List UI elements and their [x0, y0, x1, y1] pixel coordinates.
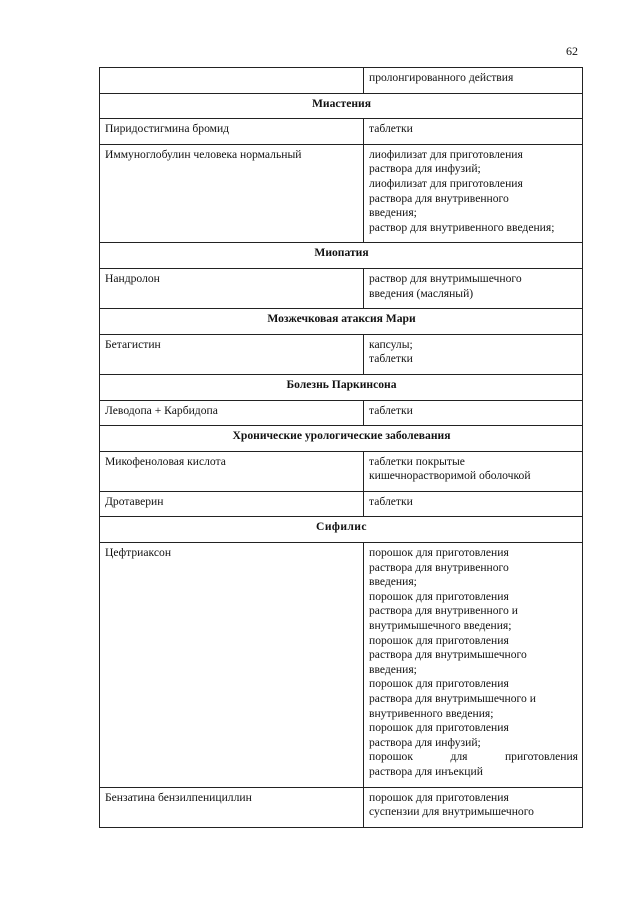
table-row	[100, 144, 583, 243]
table-row	[100, 334, 583, 374]
dosage-form-line: раствора для внутривенного	[369, 560, 509, 574]
section-row	[100, 374, 583, 400]
section-row	[100, 426, 583, 452]
dosage-form-line: таблетки	[369, 352, 413, 366]
dosage-form-line: порошок для приготовления	[369, 633, 509, 647]
dosage-form-line: введения;	[369, 206, 417, 220]
dosage-form-cell	[364, 491, 583, 517]
dosage-form-line: раствора для внутримышечного	[369, 648, 527, 662]
dosage-form-line: раствора для внутривенного	[369, 191, 509, 205]
dosage-form-line: внутримышечного введения;	[369, 619, 512, 633]
dosage-form-line: раствора для внутривенного и	[369, 604, 518, 618]
dosage-form-line: введения (масляный)	[369, 286, 474, 300]
table-row	[100, 787, 583, 827]
dosage-form-cell	[364, 543, 583, 788]
drug-table	[99, 67, 583, 828]
dosage-form-line: лиофилизат для приготовления	[369, 176, 523, 190]
dosage-form-line: таблетки	[369, 122, 413, 136]
drug-name-cell: Бензатина бензилпенициллин	[100, 787, 364, 827]
page-number: 62	[566, 44, 578, 58]
section-heading-myopathy: Миопатия	[100, 243, 583, 269]
table-row	[100, 451, 583, 491]
dosage-form-line: таблетки покрытые	[369, 454, 465, 468]
dosage-form-line: раствор для внутримышечного	[369, 271, 522, 285]
section-row	[100, 517, 583, 543]
section-heading-syphilis: Сифилис	[100, 517, 583, 543]
dosage-form-cell	[364, 68, 583, 94]
dosage-form-line: порошок для приготовления	[369, 750, 578, 764]
dosage-form-line: раствора для внутримышечного и	[369, 692, 536, 705]
drug-name-cell: Дротаверин	[100, 491, 364, 517]
dosage-form-line: лиофилизат для приготовления	[369, 147, 523, 161]
dosage-form-cell	[364, 119, 583, 145]
dosage-form-line: введения;	[369, 662, 417, 676]
section-row	[100, 93, 583, 119]
dosage-form-line: введения;	[369, 575, 417, 589]
table-row	[100, 268, 583, 308]
dosage-form-line: порошок для приготовления	[369, 721, 509, 735]
dosage-form-line: таблетки	[369, 403, 413, 417]
dosage-form-line: таблетки	[369, 494, 413, 508]
drug-name-cell: Пиридостигмина бромид	[100, 119, 364, 145]
drug-name-cell: Цефтриаксон	[100, 543, 364, 788]
dosage-form-line: кишечнорастворимой оболочкой	[369, 469, 531, 483]
section-row	[100, 243, 583, 269]
table-row	[100, 543, 583, 788]
dosage-form-line: раствора для инфузий;	[369, 735, 481, 749]
dosage-form-line: пролонгированного действия	[369, 71, 514, 84]
table-row	[100, 119, 583, 145]
drug-name-cell: Микофеноловая кислота	[100, 451, 364, 491]
drug-name-cell	[100, 68, 364, 94]
dosage-form-line: порошок для приготовления	[369, 790, 509, 804]
drug-name-cell: Бетагистин	[100, 334, 364, 374]
dosage-form-line: раствора для инъекций	[369, 764, 483, 778]
dosage-form-cell	[364, 144, 583, 243]
table-row	[100, 400, 583, 426]
dosage-form-line: внутривенного введения;	[369, 706, 494, 720]
dosage-form-cell	[364, 400, 583, 426]
dosage-form-line: порошок для приготовления	[369, 677, 509, 691]
dosage-form-line: суспензии для внутримышечного	[369, 805, 534, 819]
table-row	[100, 68, 583, 94]
dosage-form-cell	[364, 334, 583, 374]
dosage-form-cell	[364, 268, 583, 308]
drug-name-cell: Леводопа + Карбидопа	[100, 400, 364, 426]
section-heading-parkinson: Болезнь Паркинсона	[100, 374, 583, 400]
dosage-form-cell	[364, 787, 583, 827]
dosage-form-line: раствора для инфузий;	[369, 162, 481, 176]
drug-name-cell: Иммуноглобулин человека нормальный	[100, 144, 364, 243]
dosage-form-line: раствор для внутривенного введения;	[369, 220, 555, 234]
drug-name-cell: Нандролон	[100, 268, 364, 308]
dosage-form-line: порошок для приготовления	[369, 589, 509, 603]
table-row	[100, 491, 583, 517]
section-heading-urology: Хронические урологические заболевания	[100, 426, 583, 452]
dosage-form-line: порошок для приготовления	[369, 546, 509, 560]
dosage-form-line: капсулы;	[369, 337, 413, 351]
section-heading-myasthenia: Миастения	[100, 93, 583, 119]
dosage-form-cell	[364, 451, 583, 491]
section-heading-ataxia: Мозжечковая атаксия Мари	[100, 309, 583, 335]
section-row	[100, 309, 583, 335]
